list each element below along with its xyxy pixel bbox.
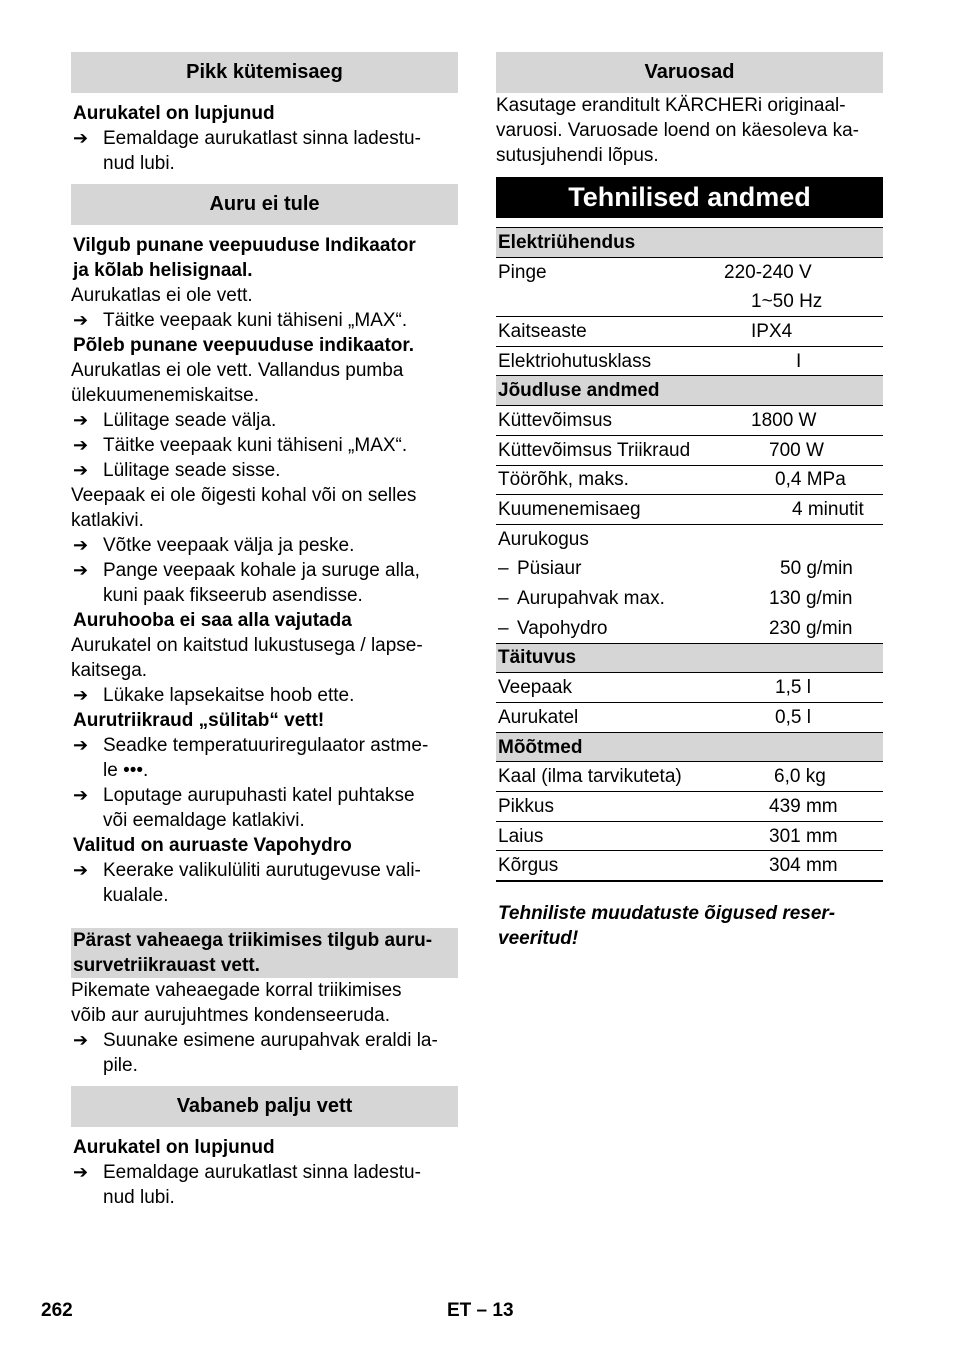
arrow-right-icon: ➔ xyxy=(73,860,89,880)
arrow-right-icon: ➔ xyxy=(73,128,89,148)
table-row: Kaitseaste IPX4 xyxy=(496,317,883,347)
right-column xyxy=(496,52,883,951)
paragraph: Aurukatlas ei ole vett. Vallandus pumba ülekuumenemiskaitse. xyxy=(71,360,404,406)
table-row: Kaal (ilma tarvikuteta) 6,0 kg xyxy=(496,762,883,792)
section-heading: Pärast vaheaega triikimises tilgub auru- survetriikrauast vett. xyxy=(71,928,458,978)
instruction-step: ➔ Keerake valikulüliti aurutugevuse vali- kualale. xyxy=(73,860,421,906)
subheading: Põleb punane veepuuduse indikaator. xyxy=(73,335,415,356)
instruction-step: ➔ Lükake lapsekaitse hoob ette. xyxy=(73,685,355,706)
table-group-row: Mõõtmed xyxy=(496,732,883,762)
table-row: Küttevõimsus 1800 W xyxy=(496,406,883,436)
instruction-step: ➔ Lülitage seade sisse. xyxy=(73,460,281,481)
table-row: Kõrgus 304 mm xyxy=(496,851,883,881)
instruction-step: ➔ Loputage aurupuhasti katel puhtakse või eemaldage katlakivi. xyxy=(73,785,415,831)
arrow-right-icon: ➔ xyxy=(73,310,89,330)
table-row: Aurukatel 0,5 l xyxy=(496,703,883,733)
instruction-step: ➔ Seadke temperatuuriregulaator astme- le •••. xyxy=(73,735,429,781)
instruction-step: ➔ Eemaldage aurukatlast sinna ladestu- nud lubi. xyxy=(73,128,421,174)
section-heading: Auru ei tule xyxy=(71,184,458,225)
paragraph: Veepaak ei ole õigesti kohal või on selles katlakivi. xyxy=(71,485,417,531)
arrow-right-icon: ➔ xyxy=(73,1162,89,1182)
table-row: – Püsiaur 50 g/min xyxy=(498,558,853,580)
left-column xyxy=(71,52,458,1210)
table-row: – Aurupahvak max. 130 g/min xyxy=(498,588,853,610)
table-row: Töörõhk, maks. 0,4 MPa xyxy=(496,465,883,495)
table-row: 1~50 Hz xyxy=(496,287,883,317)
paragraph: Aurukatel on kaitstud lukustusega / lapse- kaitsega. xyxy=(71,635,423,681)
table-group-row: Täituvus xyxy=(496,643,883,673)
page-number: 262 xyxy=(41,1300,73,1321)
subheading: Aurutriikraud „sülitab“ vett! xyxy=(73,710,325,731)
table-row: Veepaak 1,5 l xyxy=(496,673,883,703)
arrow-right-icon: ➔ xyxy=(73,535,89,555)
paragraph: Pikemate vaheaegade korral triikimises võib aur aurujuhtmes kondenseeruda. xyxy=(71,980,402,1026)
paragraph: Kasutage eranditult KÄRCHERi originaal- varuosi. Varuosade loend on käesoleva ka- sutusjuhendi lõpus. xyxy=(496,95,859,166)
table-row: Elektriohutusklass I xyxy=(496,346,883,376)
table-row: Küttevõimsus Triikraud 700 W xyxy=(496,435,883,465)
arrow-right-icon: ➔ xyxy=(73,560,89,580)
section-heading: Varuosad xyxy=(496,52,883,93)
section-heading: Pikk kütemisaeg xyxy=(71,52,458,93)
instruction-step: ➔ Võtke veepaak välja ja peske. xyxy=(73,535,355,556)
technical-data-title: Tehnilised andmed xyxy=(496,177,883,218)
arrow-right-icon: ➔ xyxy=(73,685,89,705)
instruction-step: ➔ Täitke veepaak kuni tähiseni „MAX“. xyxy=(73,435,408,456)
table-row: Kuumenemisaeg 4 minutit xyxy=(496,495,883,525)
table-row: Laius 301 mm xyxy=(496,821,883,851)
arrow-right-icon: ➔ xyxy=(73,735,89,755)
instruction-step: ➔ Pange veepaak kohale ja suruge alla, kuni paak fikseerub asendisse. xyxy=(73,560,420,606)
arrow-right-icon: ➔ xyxy=(73,460,89,480)
subheading: Vilgub punane veepuuduse Indikaator ja kõlab helisignaal. xyxy=(73,235,416,281)
table-row: Pikkus 439 mm xyxy=(496,792,883,822)
table-row: Pinge 220-240 V xyxy=(498,261,812,283)
disclaimer-note: Tehniliste muudatuste õigused reser- veeritud! xyxy=(498,902,836,949)
instruction-step: ➔ Lülitage seade välja. xyxy=(73,410,277,431)
table-row: – Vapohydro 230 g/min xyxy=(496,613,883,643)
paragraph: Aurukatlas ei ole vett. xyxy=(71,285,253,306)
instruction-step: ➔ Suunake esimene aurupahvak eraldi la- pile. xyxy=(73,1030,438,1076)
subheading: Aurukatel on lupjunud xyxy=(73,1137,275,1158)
section-heading: Vabaneb palju vett xyxy=(71,1086,458,1127)
subheading: Aurukatel on lupjunud xyxy=(73,103,275,124)
table-group-row: Elektriühendus xyxy=(496,228,883,258)
arrow-right-icon: ➔ xyxy=(73,785,89,805)
arrow-right-icon: ➔ xyxy=(73,435,89,455)
subheading: Auruhooba ei saa alla vajutada xyxy=(73,610,352,631)
instruction-step: ➔ Täitke veepaak kuni tähiseni „MAX“. xyxy=(73,310,408,331)
instruction-step: ➔ Eemaldage aurukatlast sinna ladestu- nud lubi. xyxy=(73,1162,421,1208)
technical-data-table xyxy=(496,227,883,882)
subheading: Valitud on auruaste Vapohydro xyxy=(73,835,352,856)
arrow-right-icon: ➔ xyxy=(73,1030,89,1050)
table-row: Aurukogus xyxy=(498,528,589,550)
language-section-label: ET – 13 xyxy=(447,1300,514,1321)
arrow-right-icon: ➔ xyxy=(73,410,89,430)
table-group-row: Jõudluse andmed xyxy=(496,376,883,406)
